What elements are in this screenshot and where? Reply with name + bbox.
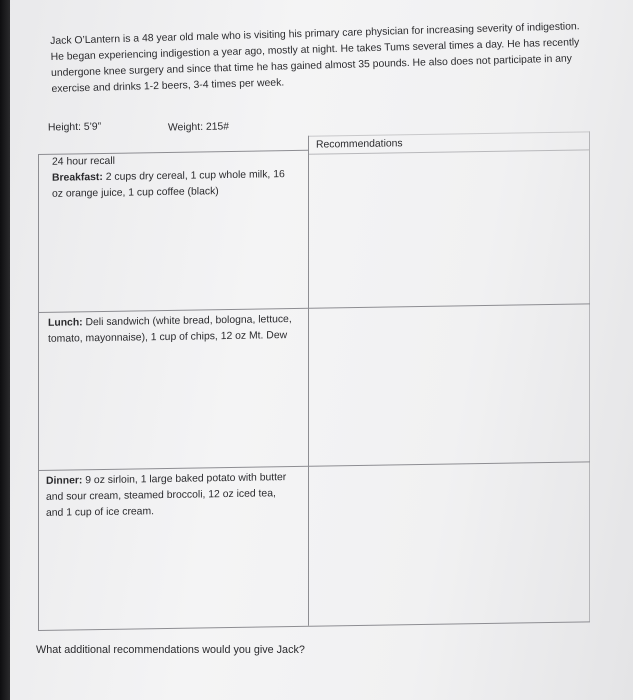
table-border <box>308 149 590 154</box>
height-label: Height: 5’9” <box>47 121 102 134</box>
question-text: What additional recommendations would you give Jack? <box>36 644 305 656</box>
recommendations-header: Recommendations <box>316 138 403 151</box>
desk-background <box>0 0 10 700</box>
breakfast-cell <box>52 151 297 203</box>
recall-header: 24 hour recall <box>52 155 115 168</box>
lunch-label: Lunch: <box>48 317 83 329</box>
lunch-text: Deli sandwich (white bread, bologna, lettuce, tomato, mayonnaise), 1 cup of chips, 12 oz Mt. Dew <box>48 314 292 345</box>
dinner-label: Dinner: <box>46 475 83 487</box>
table-border <box>38 154 39 630</box>
case-description: Jack O’Lantern is a 48 year old male who is visiting his primary care physician for increasing severity of indigestion. He began experiencing indigestion a year ago, mostly at night. He takes Tums several times a day. He has recently undergone knee surgery and since that time he has gained almost 35 pounds. He also does not participate in any exercise and drinks 1-2 beers, 3-4 times per week. <box>50 21 580 95</box>
table-divider <box>308 136 309 626</box>
recall-table <box>38 131 590 630</box>
table-row-divider <box>38 461 590 471</box>
weight-label: Weight: 215# <box>167 121 230 134</box>
breakfast-text: 2 cups dry cereal, 1 cup whole milk, 16 oz orange juice, 1 cup coffee (black) <box>52 169 285 200</box>
dinner-text: 9 oz sirloin, 1 large baked potato with butter and sour cream, steamed broccoli, 12 oz iced tea, and 1 cup of ice cream. <box>46 472 287 519</box>
lunch-cell <box>48 312 293 348</box>
breakfast-label: Breakfast: <box>52 171 103 184</box>
table-border <box>589 131 590 621</box>
table-row-divider <box>38 303 590 313</box>
dinner-cell <box>46 470 291 522</box>
